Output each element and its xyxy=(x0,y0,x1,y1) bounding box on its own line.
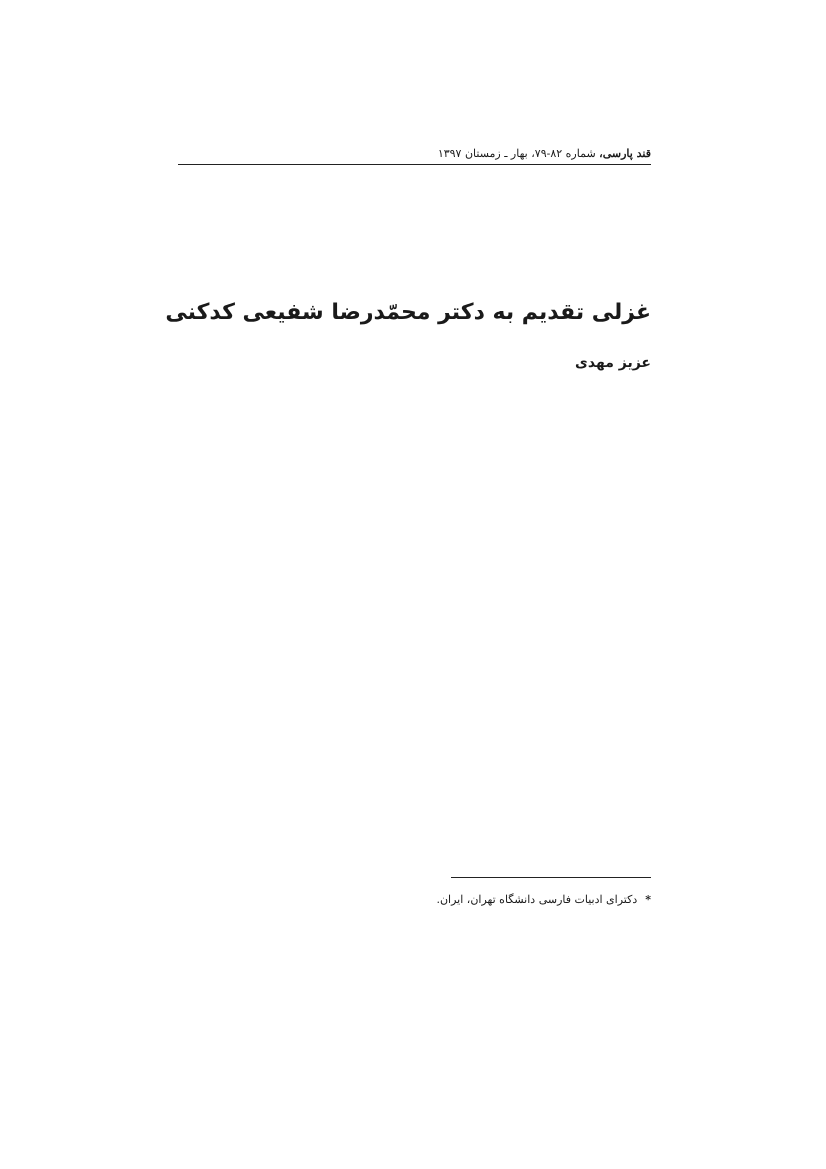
author-name: عزیز مهدی xyxy=(575,355,651,371)
poem-title: غزلی تقدیم به دکتر محمّدرضا شفیعی کدکنی xyxy=(165,300,651,325)
issue-info: شماره ۸۲-۷۹، بهار ـ زمستان ۱۳۹۷ xyxy=(437,147,596,160)
footnote xyxy=(436,891,651,909)
journal-name: قند پارسی، xyxy=(599,147,651,160)
footnote-text: دکترای ادبیات فارسی دانشگاه تهران، ایران. xyxy=(436,893,638,906)
footnote-divider xyxy=(451,877,651,878)
footnote-marker: * xyxy=(645,893,651,906)
running-header xyxy=(178,146,651,162)
header-divider xyxy=(178,164,651,165)
